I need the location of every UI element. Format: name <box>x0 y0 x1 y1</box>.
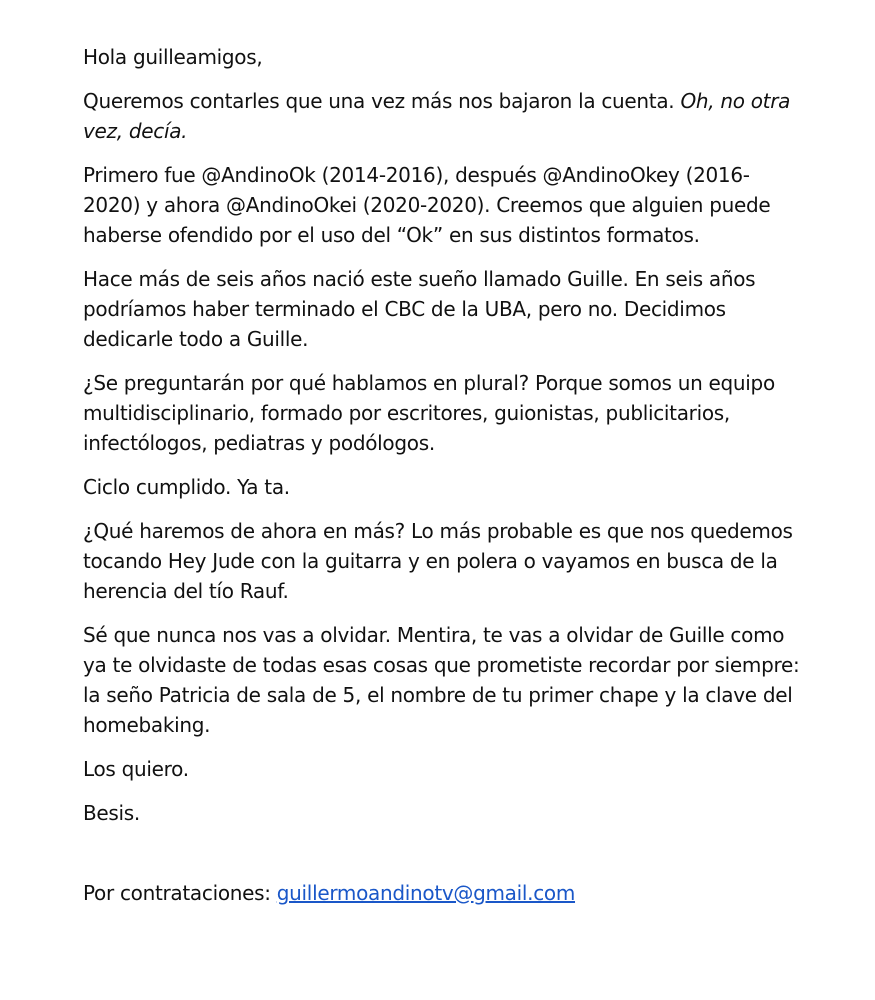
paragraph-future: ¿Qué haremos de ahora en más? Lo más probable es que nos quedemos tocando Hey Jude con la guitarra y en polera o vayamos en busca de la herencia del tío Rauf. <box>83 519 793 603</box>
greeting: Hola guilleamigos, <box>83 45 263 69</box>
paragraph-account-history: Primero fue @AndinoOk (2014-2016), después @AndinoOkey (2016-2020) y ahora @AndinoOkei (2020-2020). Creemos que alguien puede haberse ofendido por el uso del “Ok” en sus distintos formatos. <box>83 163 771 247</box>
contact-line <box>83 878 803 908</box>
paragraph-account-removed-italic: Oh, no otra vez, decía. <box>83 89 791 143</box>
paragraph-team: ¿Se preguntarán por qué hablamos en plural? Porque somos un equipo multidisciplinario, formado por escritores, guionistas, publicitarios, infectólogos, pediatras y podólogos. <box>83 371 775 455</box>
paragraph-account-removed-text: Queremos contarles que una vez más nos bajaron la cuenta. <box>83 89 681 113</box>
contact-email-link[interactable]: guillermoandinotv@gmail.com <box>276 881 576 905</box>
paragraph-six-years: Hace más de seis años nació este sueño llamado Guille. En seis años podríamos haber terminado el CBC de la UBA, pero no. Decidimos dedicarle todo a Guille. <box>83 267 756 351</box>
paragraph-account-removed <box>83 86 803 146</box>
closing-love: Los quiero. <box>83 757 189 781</box>
closing-kisses: Besis. <box>83 801 140 825</box>
paragraph-cycle: Ciclo cumplido. Ya ta. <box>83 475 290 499</box>
letter-body <box>83 42 803 922</box>
contact-label: Por contrataciones: <box>83 881 277 905</box>
paragraph-forget: Sé que nunca nos vas a olvidar. Mentira, te vas a olvidar de Guille como ya te olvidaste de todas esas cosas que prometiste recordar por siempre: la seño Patricia de sala de 5, el nombre de tu primer chape y la clave del homebaking. <box>83 623 800 737</box>
